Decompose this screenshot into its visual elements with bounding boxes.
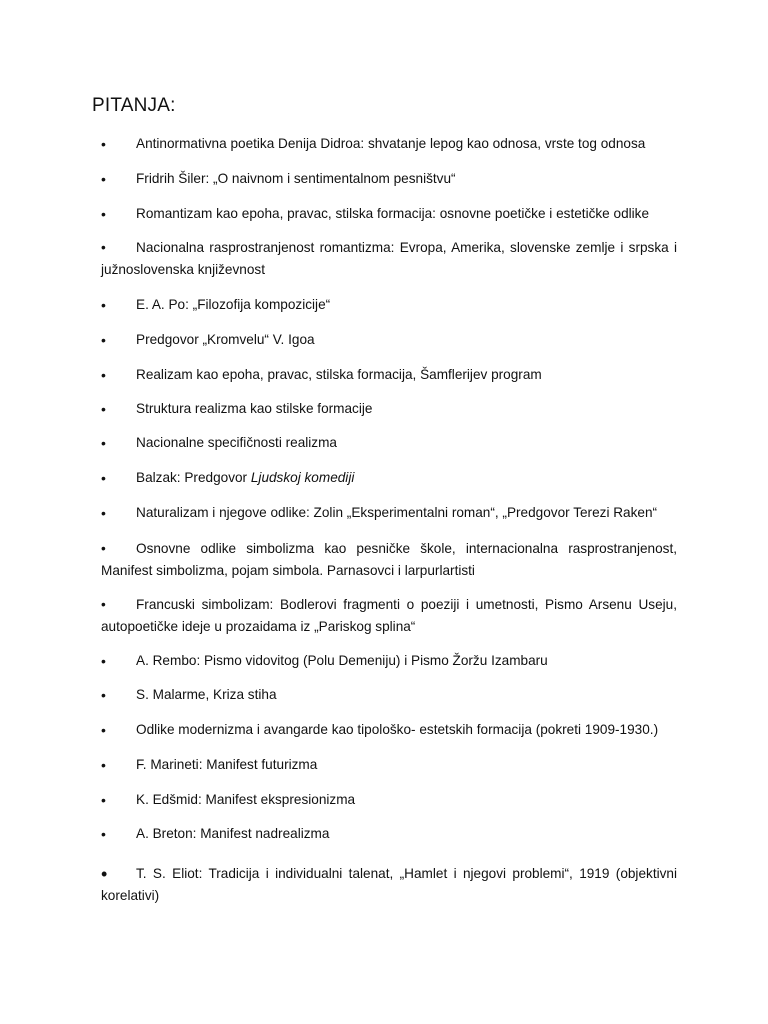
bullet-icon: • [101, 792, 106, 808]
bullet-icon: • [101, 470, 106, 486]
list-item-text: E. A. Po: „Filozofija kompozicije“ [136, 297, 331, 312]
list-item-text: Romantizam kao epoha, pravac, stilska formacija: osnovne poetičke i estetičke odlike [136, 206, 650, 221]
bullet-icon: • [101, 864, 108, 884]
bullet-icon: • [101, 541, 106, 556]
bullet-icon: • [101, 171, 106, 187]
bullet-icon: • [101, 722, 106, 738]
list-item-text: Odlike modernizma i avangarde kao tipološko- estetskih formacija (pokreti 1909-1930.) [136, 722, 659, 737]
bullet-icon: • [101, 401, 106, 417]
list-item-paragraph [101, 594, 677, 638]
list-item-text: A. Rembo: Pismo vidovitog (Polu Demeniju) i Pismo Žoržu Izambaru [136, 653, 548, 668]
page-heading: PITANJA: [92, 95, 176, 116]
list-item-text: A. Breton: Manifest nadrealizma [136, 826, 330, 841]
bullet-icon: • [101, 505, 106, 521]
list-item-text: K. Edšmid: Manifest ekspresionizma [136, 792, 356, 807]
bullet-icon: • [101, 367, 106, 383]
list-item-text: Fridrih Šiler: „O naivnom i sentimentalnom pesništvu“ [136, 171, 456, 186]
bullet-icon: • [101, 597, 106, 612]
list-item-text: Naturalizam i njegove odlike: Zolin „Eksperimentalni roman“, „Predgovor Terezi Raken“ [136, 505, 658, 520]
list-item-text: Realizam kao epoha, pravac, stilska formacija, Šamflerijev program [136, 367, 542, 382]
bullet-icon: • [101, 332, 106, 348]
list-item-text: Struktura realizma kao stilske formacije [136, 401, 373, 416]
list-item-paragraph [101, 237, 677, 281]
bullet-icon: • [101, 687, 106, 703]
bullet-icon: • [101, 757, 106, 773]
list-item-paragraph [101, 863, 677, 907]
bullet-icon: • [101, 653, 106, 669]
bullet-icon: • [101, 297, 106, 313]
list-item-text: S. Malarme, Kriza stiha [136, 687, 277, 702]
list-item-text: T. S. Eliot: Tradicija i individualni talenat, „Hamlet i njegovi problemi“, 1919 (objektivni korelativi) [101, 866, 677, 903]
list-item-text: Nacionalna rasprostranjenost romantizma: Evropa, Amerika, slovenske zemlje i srpska i južnoslovenska književnost [101, 240, 677, 277]
list-item-text: Francuski simbolizam: Bodlerovi fragmenti o poeziji i umetnosti, Pismo Arsenu Useju, autopoetičke ideje u prozaidama iz „Pariskog splina“ [101, 597, 677, 634]
bullet-icon: • [101, 826, 106, 842]
list-item-text-prefix: Balzak: Predgovor [136, 470, 251, 485]
list-item-text: Nacionalne specifičnosti realizma [136, 435, 337, 450]
bullet-icon: • [101, 136, 106, 152]
list-item-text: Predgovor „Kromvelu“ V. Igoa [136, 332, 315, 347]
list-item-text [136, 467, 354, 489]
bullet-icon: • [101, 206, 106, 222]
list-item-text: F. Marineti: Manifest futurizma [136, 757, 318, 772]
list-item-text: Antinormativna poetika Denija Didroa: shvatanje lepog kao odnosa, vrste tog odnosa [136, 136, 646, 151]
list-item-text: Osnovne odlike simbolizma kao pesničke škole, internacionalna rasprostranjenost, Manifest simbolizma, pojam simbola. Parnasovci i larpurlartisti [101, 541, 677, 578]
bullet-icon: • [101, 435, 106, 451]
list-item-text-italic: Ljudskoj komediji [250, 470, 355, 485]
list-item-paragraph [101, 538, 677, 582]
bullet-icon: • [101, 240, 106, 255]
